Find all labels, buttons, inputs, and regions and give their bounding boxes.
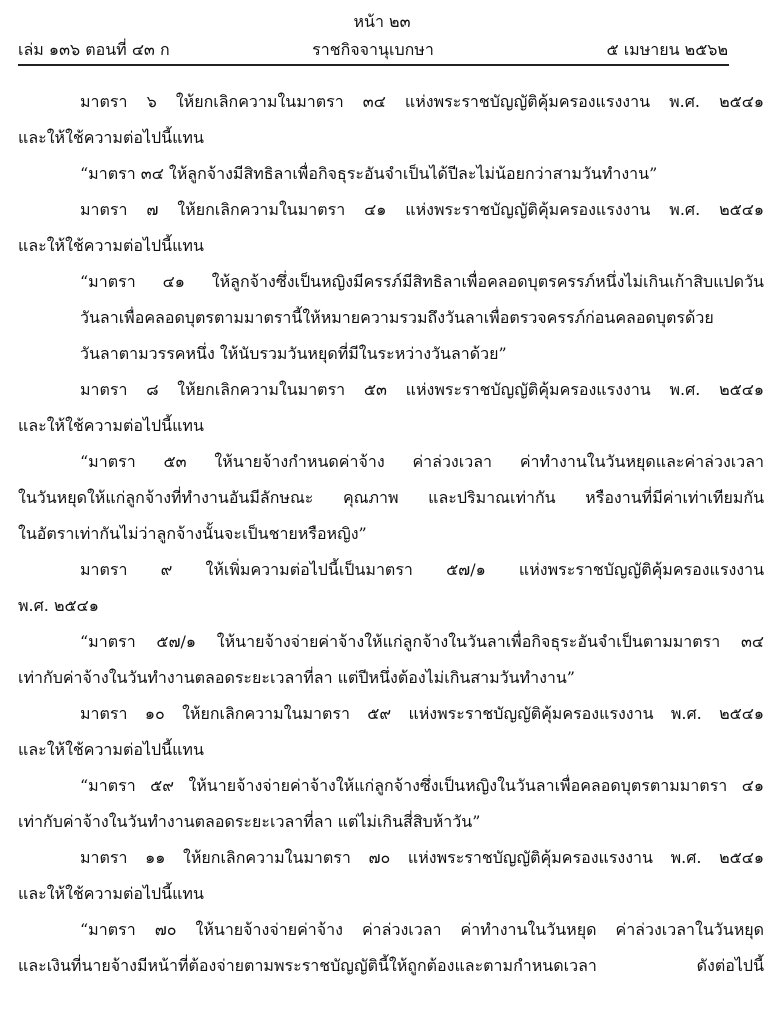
- text-line: “มาตรา ๕๗/๑ ให้นายจ้างจ่ายค่าจ้างให้แก่ลูกจ้างในวันลาเพื่อกิจธุระอันจำเป็นตามมาตรา ๓๔: [80, 632, 764, 651]
- text-line: “มาตรา ๓๔ ให้ลูกจ้างมีสิทธิลาเพื่อกิจธุระอันจำเป็นได้ปีละไม่น้อยกว่าสามวันทำงาน”: [80, 164, 658, 183]
- document-body: [0, 84, 764, 984]
- text-line: มาตรา ๙ ให้เพิ่มความต่อไปนี้เป็นมาตรา ๕๗/๑ แห่งพระราชบัญญัติคุ้มครองแรงงาน: [80, 560, 764, 579]
- page-number: หน้า ๒๓: [353, 12, 411, 31]
- header-rule: [18, 64, 729, 66]
- text-line: และให้ใช้ความต่อไปนี้แทน: [18, 884, 204, 903]
- text-line: และให้ใช้ความต่อไปนี้แทน: [18, 416, 204, 435]
- publication-title: ราชกิจจานุเบกษา: [312, 40, 434, 59]
- text-line: และเงินที่นายจ้างมีหน้าที่ต้องจ่ายตามพระราชบัญญัตินี้ให้ถูกต้องและตามกำหนดเวลา ดังต่อไปนี้: [18, 956, 764, 975]
- text-line: “มาตรา ๕๓ ให้นายจ้างกำหนดค่าจ้าง ค่าล่วงเวลา ค่าทำงานในวันหยุดและค่าล่วงเวลา: [80, 452, 764, 471]
- text-line: วันลาเพื่อคลอดบุตรตามมาตรานี้ให้หมายความรวมถึงวันลาเพื่อตรวจครรภ์ก่อนคลอดบุตรด้วย: [80, 308, 714, 327]
- volume-issue: เล่ม ๑๓๖ ตอนที่ ๔๓ ก: [18, 40, 170, 59]
- text-line: เท่ากับค่าจ้างในวันทำงานตลอดระยะเวลาที่ลา แต่ปีหนึ่งต้องไม่เกินสามวันทำงาน”: [18, 668, 575, 687]
- text-line: มาตรา ๘ ให้ยกเลิกความในมาตรา ๕๓ แห่งพระราชบัญญัติคุ้มครองแรงงาน พ.ศ. ๒๕๔๑: [80, 380, 764, 399]
- text-line: มาตรา ๑๑ ให้ยกเลิกความในมาตรา ๗๐ แห่งพระราชบัญญัติคุ้มครองแรงงาน พ.ศ. ๒๕๔๑: [80, 848, 764, 867]
- publication-date: ๕ เมษายน ๒๕๖๒: [606, 40, 728, 59]
- gazette-header: [18, 38, 728, 60]
- text-line: วันลาตามวรรคหนึ่ง ให้นับรวมวันหยุดที่มีในระหว่างวันลาด้วย”: [80, 344, 507, 363]
- text-line: ในวันหยุดให้แก่ลูกจ้างที่ทำงานอันมีลักษณะ คุณภาพ และปริมาณเท่ากัน หรืองานที่มีค่าเท่าเทียมกัน: [18, 488, 764, 507]
- text-line: “มาตรา ๕๙ ให้นายจ้างจ่ายค่าจ้างให้แก่ลูกจ้างซึ่งเป็นหญิงในวันลาเพื่อคลอดบุตรตามมาตรา ๔๑: [80, 776, 764, 795]
- text-line: “มาตรา ๔๑ ให้ลูกจ้างซึ่งเป็นหญิงมีครรภ์มีสิทธิลาเพื่อคลอดบุตรครรภ์หนึ่งไม่เกินเก้าสิบแปดวัน: [80, 272, 764, 291]
- text-line: และให้ใช้ความต่อไปนี้แทน: [18, 236, 204, 255]
- text-line: และให้ใช้ความต่อไปนี้แทน: [18, 128, 204, 147]
- text-line: มาตรา ๖ ให้ยกเลิกความในมาตรา ๓๔ แห่งพระราชบัญญัติคุ้มครองแรงงาน พ.ศ. ๒๕๔๑: [80, 92, 764, 111]
- text-line: “มาตรา ๗๐ ให้นายจ้างจ่ายค่าจ้าง ค่าล่วงเวลา ค่าทำงานในวันหยุด ค่าล่วงเวลาในวันหยุด: [80, 920, 764, 939]
- text-line: มาตรา ๑๐ ให้ยกเลิกความในมาตรา ๕๙ แห่งพระราชบัญญัติคุ้มครองแรงงาน พ.ศ. ๒๕๔๑: [80, 704, 764, 723]
- text-line: ในอัตราเท่ากันไม่ว่าลูกจ้างนั้นจะเป็นชายหรือหญิง”: [18, 524, 367, 543]
- text-line: และให้ใช้ความต่อไปนี้แทน: [18, 740, 204, 759]
- text-line: มาตรา ๗ ให้ยกเลิกความในมาตรา ๔๑ แห่งพระราชบัญญัติคุ้มครองแรงงาน พ.ศ. ๒๕๔๑: [80, 200, 764, 219]
- text-line: พ.ศ. ๒๕๔๑: [18, 596, 99, 615]
- text-line: เท่ากับค่าจ้างในวันทำงานตลอดระยะเวลาที่ลา แต่ไม่เกินสี่สิบห้าวัน”: [18, 812, 481, 831]
